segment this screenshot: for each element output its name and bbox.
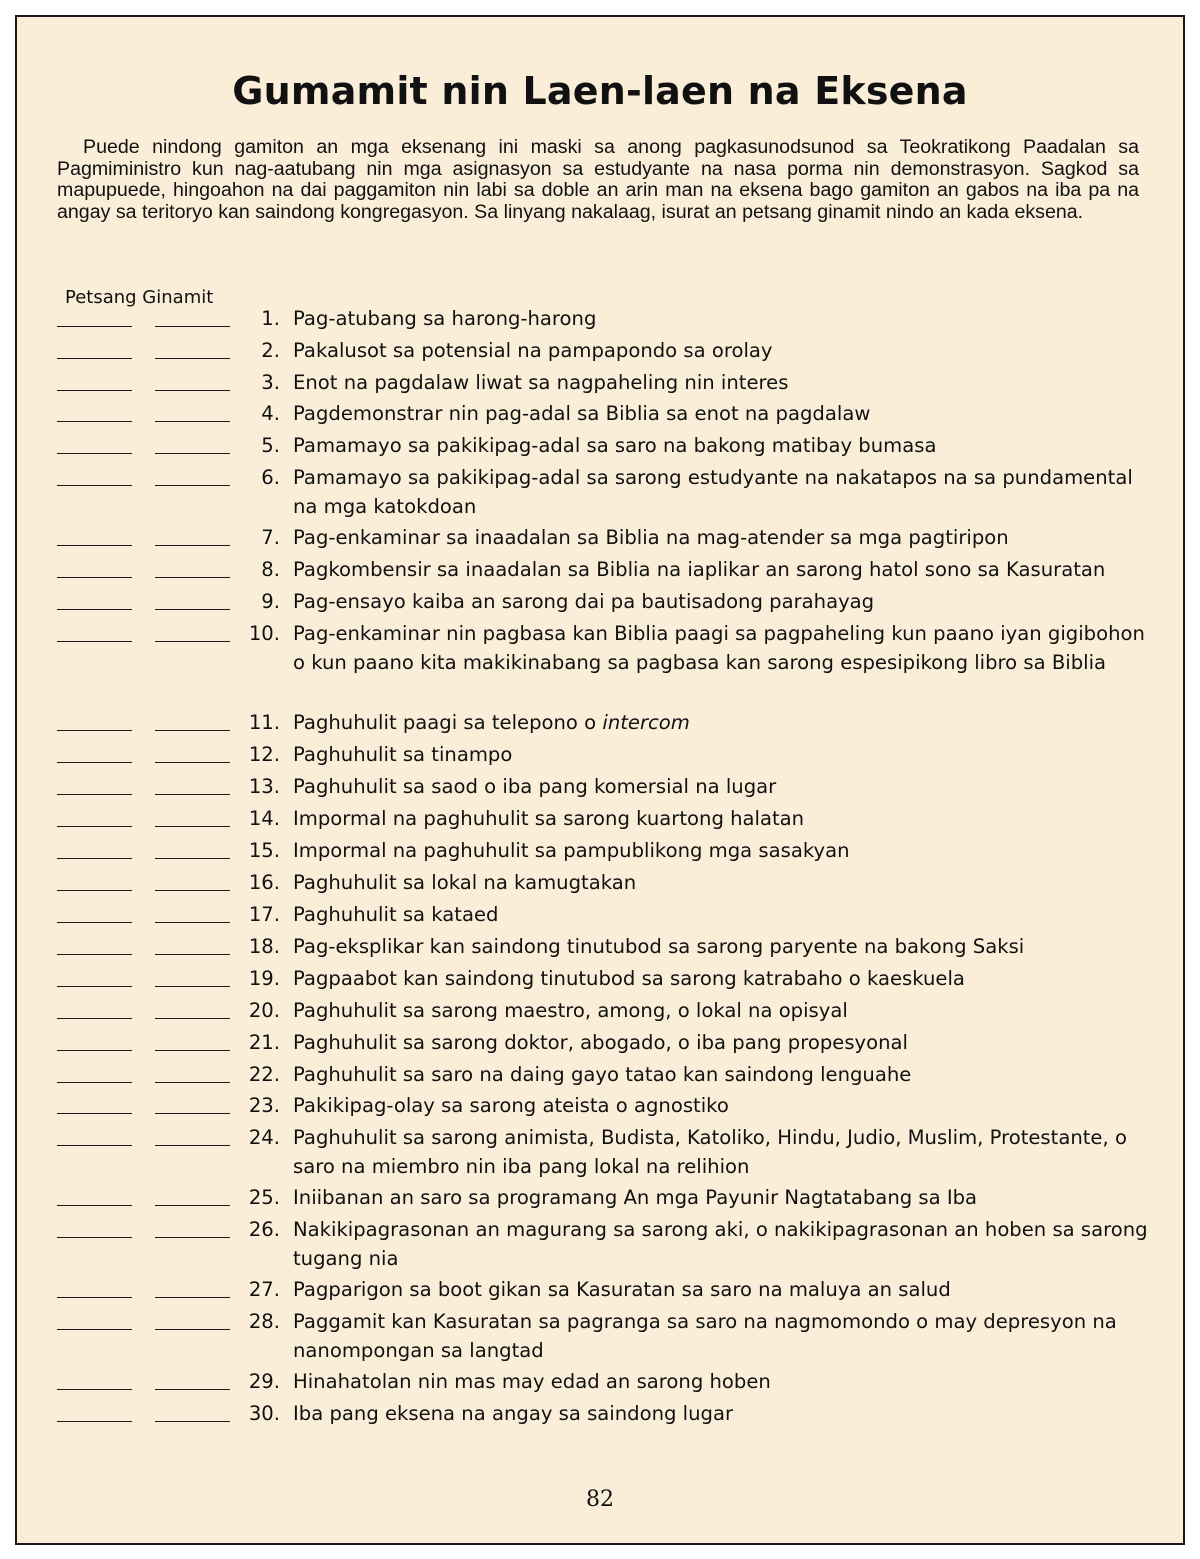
date-blank-line[interactable] bbox=[155, 453, 230, 454]
scenario-text: Iniibanan an saro sa programang An mga Payunir Nagtatabang sa Iba bbox=[293, 1186, 978, 1209]
date-blank-line[interactable] bbox=[57, 453, 132, 454]
scenario-number: 12. bbox=[248, 743, 280, 766]
scenario-text: Paghuhulit sa lokal na kamugtakan bbox=[293, 871, 637, 894]
scenario-text: Pagkombensir sa inaadalan sa Biblia na iaplikar an sarong hatol sono sa Kasuratan bbox=[293, 558, 1106, 581]
date-blank-line[interactable] bbox=[57, 577, 132, 578]
scenario-number: 24. bbox=[248, 1126, 280, 1149]
date-blank-line[interactable] bbox=[155, 1050, 230, 1051]
scenario-text: Pagpaabot kan saindong tinutubod sa sarong katrabaho o kaeskuela bbox=[293, 967, 965, 990]
scenario-text: Paghuhulit paagi sa telepono o intercom bbox=[293, 711, 690, 734]
date-blank-line[interactable] bbox=[155, 986, 230, 987]
scenario-text: Nakikipagrasonan an magurang sa sarong aki, o nakikipagrasonan an hoben sa sarong tugang nia bbox=[293, 1218, 1148, 1270]
date-blank-line[interactable] bbox=[57, 545, 132, 546]
scenario-text: Paghuhulit sa kataed bbox=[293, 903, 499, 926]
page-frame bbox=[15, 15, 1185, 1545]
date-blank-line[interactable] bbox=[155, 358, 230, 359]
scenario-number: 10. bbox=[248, 622, 280, 645]
scenario-number: 18. bbox=[248, 935, 280, 958]
date-blank-line[interactable] bbox=[155, 826, 230, 827]
date-blank-line[interactable] bbox=[57, 890, 132, 891]
date-blank-line[interactable] bbox=[57, 641, 132, 642]
date-blank-line[interactable] bbox=[155, 1329, 230, 1330]
date-blank-line[interactable] bbox=[57, 1389, 132, 1390]
date-blank-line[interactable] bbox=[57, 390, 132, 391]
date-blank-line[interactable] bbox=[155, 1082, 230, 1083]
scenario-number: 23. bbox=[248, 1094, 280, 1117]
scenario-text: Pag-ensayo kaiba an sarong dai pa bautisadong parahayag bbox=[293, 590, 875, 613]
scenario-number: 21. bbox=[248, 1031, 280, 1054]
scenario-number: 25. bbox=[248, 1186, 280, 1209]
date-blank-line[interactable] bbox=[57, 1205, 132, 1206]
date-blank-line[interactable] bbox=[155, 1389, 230, 1390]
date-blank-line[interactable] bbox=[57, 1329, 132, 1330]
scenario-number: 14. bbox=[248, 807, 280, 830]
date-blank-line[interactable] bbox=[57, 1237, 132, 1238]
date-blank-line[interactable] bbox=[57, 1145, 132, 1146]
scenario-number: 28. bbox=[248, 1310, 280, 1333]
scenario-number: 8. bbox=[261, 558, 280, 581]
scenario-text: Paghuhulit sa saro na daing gayo tatao kan saindong lenguahe bbox=[293, 1063, 912, 1086]
scenario-number: 30. bbox=[248, 1402, 280, 1425]
date-blank-line[interactable] bbox=[155, 390, 230, 391]
date-blank-line[interactable] bbox=[155, 858, 230, 859]
date-blank-line[interactable] bbox=[57, 1297, 132, 1298]
scenario-number: 26. bbox=[248, 1218, 280, 1241]
scenario-text: Iba pang eksena na angay sa saindong lugar bbox=[293, 1402, 734, 1425]
scenario-text: Paggamit kan Kasuratan sa pagranga sa saro na nagmomondo o may depresyon na nanompongan sa langtad bbox=[293, 1310, 1117, 1362]
scenario-text: Impormal na paghuhulit sa pampublikong mga sasakyan bbox=[293, 839, 850, 862]
date-blank-line[interactable] bbox=[57, 1113, 132, 1114]
scenario-text: Pamamayo sa pakikipag-adal sa saro na bakong matibay bumasa bbox=[293, 434, 937, 457]
date-blank-line[interactable] bbox=[57, 485, 132, 486]
scenario-number: 4. bbox=[261, 402, 280, 425]
date-blank-line[interactable] bbox=[155, 922, 230, 923]
scenario-text: Enot na pagdalaw liwat sa nagpaheling nin interes bbox=[293, 371, 789, 394]
date-blank-line[interactable] bbox=[155, 954, 230, 955]
date-blank-line[interactable] bbox=[155, 609, 230, 610]
date-blank-line[interactable] bbox=[155, 1297, 230, 1298]
page-title: Gumamit nin Laen-laen na Eksena bbox=[232, 69, 968, 113]
date-blank-line[interactable] bbox=[155, 794, 230, 795]
date-blank-line[interactable] bbox=[57, 826, 132, 827]
date-blank-line[interactable] bbox=[57, 954, 132, 955]
scenario-text: Pag-enkaminar sa inaadalan sa Biblia na mag-atender sa mga pagtiripon bbox=[293, 526, 1009, 549]
scenario-text: Pakalusot sa potensial na pampapondo sa orolay bbox=[293, 339, 773, 362]
date-blank-line[interactable] bbox=[57, 1050, 132, 1051]
scenario-number: 16. bbox=[248, 871, 280, 894]
scenario-number: 27. bbox=[248, 1278, 280, 1301]
scenario-text: Impormal na paghuhulit sa sarong kuartong halatan bbox=[293, 807, 805, 830]
page-number: 82 bbox=[586, 1487, 614, 1512]
scenario-text-italic: intercom bbox=[602, 711, 690, 734]
scenario-number: 20. bbox=[248, 999, 280, 1022]
scenario-number: 17. bbox=[248, 903, 280, 926]
date-blank-line[interactable] bbox=[57, 986, 132, 987]
date-blank-line[interactable] bbox=[57, 858, 132, 859]
date-blank-line[interactable] bbox=[57, 1421, 132, 1422]
date-used-column-header: Petsang Ginamit bbox=[65, 287, 214, 308]
scenario-text: Pag-enkaminar nin pagbasa kan Biblia paagi sa pagpaheling kun paano iyan gigibohon o kun paano kita makikinabang sa pagbasa kan sarong espesipikong libro sa Biblia bbox=[293, 622, 1145, 674]
date-blank-line[interactable] bbox=[57, 762, 132, 763]
date-blank-line[interactable] bbox=[57, 609, 132, 610]
scenario-number: 3. bbox=[261, 371, 280, 394]
scenario-text: Paghuhulit sa saod o iba pang komersial na lugar bbox=[293, 775, 777, 798]
scenario-number: 22. bbox=[248, 1063, 280, 1086]
scenario-text: Paghuhulit sa tinampo bbox=[293, 743, 513, 766]
scenario-text: Pagdemonstrar nin pag-adal sa Biblia sa enot na pagdalaw bbox=[293, 402, 871, 425]
date-blank-line[interactable] bbox=[57, 794, 132, 795]
intro-paragraph: Puede nindong gamiton an mga eksenang ini maski sa anong pagkasunodsunod sa Teokratikong Paadalan sa Pagmiministro kun nag-aatubang nin mga asignasyon sa estudyante na nasa porma nin demonstrasyon. Sagkod sa mapupuede, hingoahon na dai paggamiton nin labi sa doble an arin man na eksena bago gamiton an gabos na iba pa na angay sa teritoryo kan saindong kongregasyon. Sa linyang nakalaag, isurat an petsang ginamit nindo an kada eksena. bbox=[57, 136, 1139, 223]
date-blank-line[interactable] bbox=[155, 485, 230, 486]
scenario-number: 15. bbox=[248, 839, 280, 862]
date-blank-line[interactable] bbox=[155, 326, 230, 327]
date-blank-line[interactable] bbox=[57, 1082, 132, 1083]
date-blank-line[interactable] bbox=[57, 421, 132, 422]
date-blank-line[interactable] bbox=[155, 1018, 230, 1019]
date-blank-line[interactable] bbox=[155, 577, 230, 578]
date-blank-line[interactable] bbox=[155, 762, 230, 763]
scenario-number: 19. bbox=[248, 967, 280, 990]
scenario-text: Pag-atubang sa harong-harong bbox=[293, 307, 597, 330]
date-blank-line[interactable] bbox=[155, 1421, 230, 1422]
date-blank-line[interactable] bbox=[155, 1237, 230, 1238]
date-blank-line[interactable] bbox=[57, 358, 132, 359]
scenario-number: 13. bbox=[248, 775, 280, 798]
scenario-text: Pagparigon sa boot gikan sa Kasuratan sa saro na maluya an salud bbox=[293, 1278, 951, 1301]
scenario-number: 11. bbox=[248, 711, 280, 734]
scenario-number: 1. bbox=[261, 307, 280, 330]
date-blank-line[interactable] bbox=[155, 1145, 230, 1146]
date-blank-line[interactable] bbox=[57, 922, 132, 923]
scenario-text: Paghuhulit sa sarong doktor, abogado, o iba pang propesyonal bbox=[293, 1031, 908, 1054]
scenario-text: Paghuhulit sa sarong maestro, among, o lokal na opisyal bbox=[293, 999, 848, 1022]
scenario-number: 7. bbox=[261, 526, 280, 549]
scenario-text: Pakikipag-olay sa sarong ateista o agnostiko bbox=[293, 1094, 729, 1117]
scenario-text: Hinahatolan nin mas may edad an sarong hoben bbox=[293, 1370, 771, 1393]
scenario-number: 6. bbox=[261, 466, 280, 489]
scenario-text: Pamamayo sa pakikipag-adal sa sarong estudyante na nakatapos na sa pundamental na mga katokdoan bbox=[293, 466, 1133, 518]
scenario-number: 29. bbox=[248, 1370, 280, 1393]
scenario-number: 5. bbox=[261, 434, 280, 457]
date-blank-line[interactable] bbox=[155, 730, 230, 731]
date-blank-line[interactable] bbox=[57, 1018, 132, 1019]
date-blank-line[interactable] bbox=[155, 1205, 230, 1206]
date-blank-line[interactable] bbox=[155, 641, 230, 642]
scenario-text: Paghuhulit sa sarong animista, Budista, Katoliko, Hindu, Judio, Muslim, Protestante, o saro na miembro nin iba pang lokal na relihion bbox=[293, 1126, 1127, 1178]
date-blank-line[interactable] bbox=[155, 890, 230, 891]
date-blank-line[interactable] bbox=[155, 545, 230, 546]
scenario-number: 9. bbox=[261, 590, 280, 613]
date-blank-line[interactable] bbox=[155, 421, 230, 422]
date-blank-line[interactable] bbox=[57, 730, 132, 731]
scenario-text: Pag-eksplikar kan saindong tinutubod sa sarong paryente na bakong Saksi bbox=[293, 935, 1025, 958]
scenario-number: 2. bbox=[261, 339, 280, 362]
date-blank-line[interactable] bbox=[155, 1113, 230, 1114]
date-blank-line[interactable] bbox=[57, 326, 132, 327]
